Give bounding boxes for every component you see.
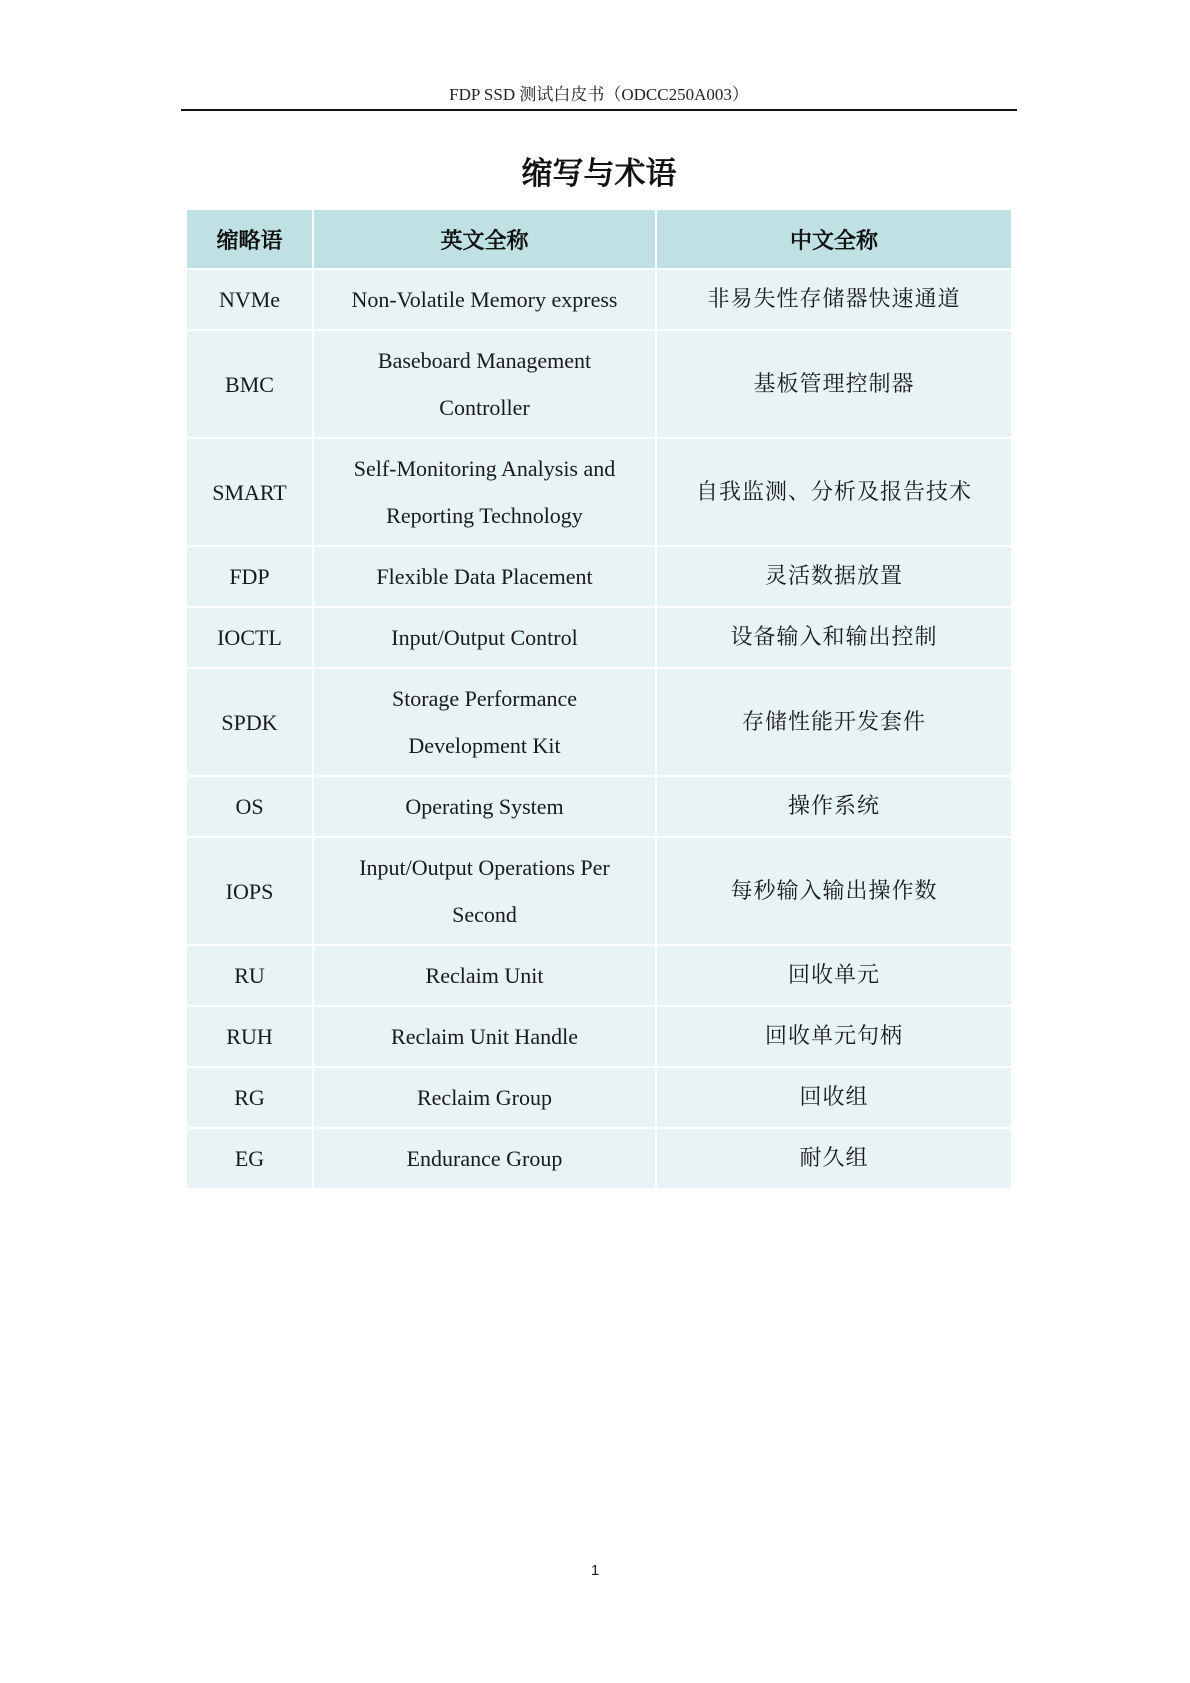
- english-name-cell: Reclaim Group: [313, 1067, 656, 1128]
- table-row: [187, 269, 1011, 330]
- english-name-cell: Endurance Group: [313, 1128, 656, 1189]
- table-row: [187, 546, 1011, 607]
- page-number: 1: [590, 1562, 600, 1579]
- abbreviation-cell: BMC: [187, 330, 313, 438]
- abbreviation-cell: SMART: [187, 438, 313, 546]
- running-header: FDP SSD 测试白皮书（ODCC250A003）: [449, 85, 749, 104]
- chinese-name-cell: 操作系统: [656, 776, 1011, 837]
- abbreviation-cell: RUH: [187, 1006, 313, 1067]
- table-row: [187, 837, 1011, 945]
- abbreviation-cell: RU: [187, 945, 313, 1006]
- chinese-name-cell: 每秒输入输出操作数: [656, 837, 1011, 945]
- chinese-name-cell: 灵活数据放置: [656, 546, 1011, 607]
- table-row: [187, 1006, 1011, 1067]
- english-name-cell: Reclaim Unit Handle: [313, 1006, 656, 1067]
- table-header-row: [187, 210, 1011, 269]
- header-abbreviation: 缩略语: [187, 210, 313, 269]
- table-row: [187, 438, 1011, 546]
- english-name-cell: Reclaim Unit: [313, 945, 656, 1006]
- table-row: [187, 1128, 1011, 1189]
- table-row: [187, 1067, 1011, 1128]
- abbreviation-cell: RG: [187, 1067, 313, 1128]
- table-row: [187, 330, 1011, 438]
- chinese-name-cell: 设备输入和输出控制: [656, 607, 1011, 668]
- header-english-name: 英文全称: [313, 210, 656, 269]
- table-row: [187, 668, 1011, 776]
- page-title: 缩写与术语: [521, 156, 677, 192]
- english-name-cell: Baseboard Management Controller: [313, 330, 656, 438]
- table-row: [187, 607, 1011, 668]
- header-chinese-name: 中文全称: [656, 210, 1011, 269]
- english-name-cell: Flexible Data Placement: [313, 546, 656, 607]
- abbreviation-cell: NVMe: [187, 269, 313, 330]
- chinese-name-cell: 非易失性存储器快速通道: [656, 269, 1011, 330]
- english-name-cell: Input/Output Operations Per Second: [313, 837, 656, 945]
- english-name-cell: Storage Performance Development Kit: [313, 668, 656, 776]
- abbreviation-cell: FDP: [187, 546, 313, 607]
- table-row: [187, 945, 1011, 1006]
- chinese-name-cell: 回收单元句柄: [656, 1006, 1011, 1067]
- table-row: [187, 776, 1011, 837]
- english-name-cell: Input/Output Control: [313, 607, 656, 668]
- chinese-name-cell: 自我监测、分析及报告技术: [656, 438, 1011, 546]
- english-name-cell: Self-Monitoring Analysis and Reporting Technology: [313, 438, 656, 546]
- abbreviation-cell: OS: [187, 776, 313, 837]
- english-name-cell: Operating System: [313, 776, 656, 837]
- chinese-name-cell: 基板管理控制器: [656, 330, 1011, 438]
- english-name-cell: Non-Volatile Memory express: [313, 269, 656, 330]
- abbreviations-table: [187, 210, 1011, 1190]
- chinese-name-cell: 回收单元: [656, 945, 1011, 1006]
- chinese-name-cell: 回收组: [656, 1067, 1011, 1128]
- chinese-name-cell: 耐久组: [656, 1128, 1011, 1189]
- abbreviation-cell: SPDK: [187, 668, 313, 776]
- chinese-name-cell: 存储性能开发套件: [656, 668, 1011, 776]
- abbreviation-cell: EG: [187, 1128, 313, 1189]
- abbreviation-cell: IOPS: [187, 837, 313, 945]
- header-rule: [181, 109, 1017, 111]
- abbreviation-cell: IOCTL: [187, 607, 313, 668]
